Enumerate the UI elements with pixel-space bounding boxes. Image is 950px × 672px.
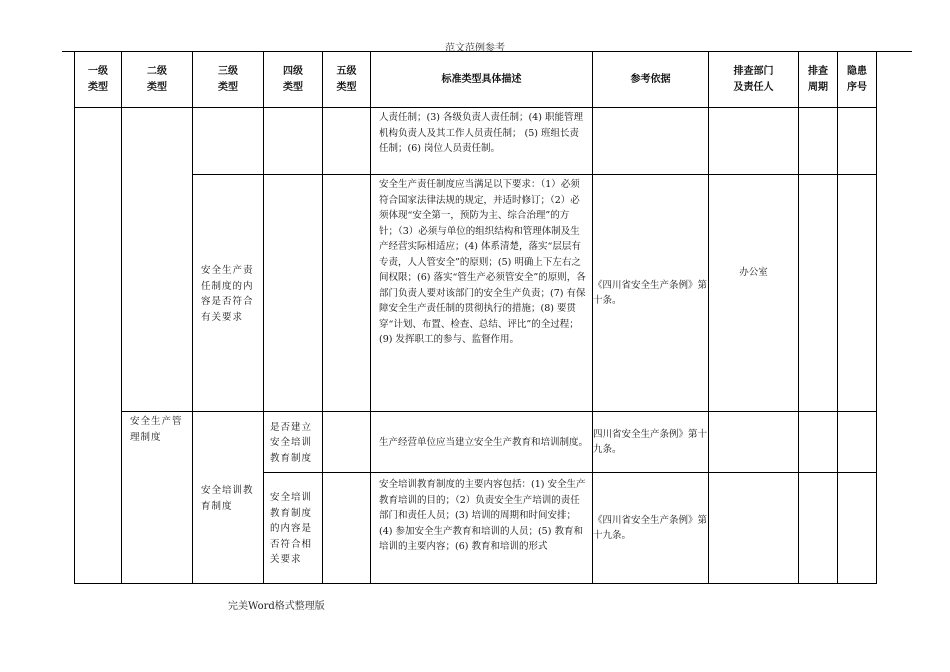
table-row bbox=[75, 108, 877, 175]
cell-department: 办公室 bbox=[709, 175, 799, 412]
cell-level2: 安全生产管理制度 bbox=[122, 412, 193, 584]
col-header-department: 排查部门 及责任人 bbox=[709, 52, 799, 108]
cell-hazard-no bbox=[838, 412, 877, 473]
cell-department bbox=[709, 108, 799, 175]
col-header-hazard-no: 隐患 序号 bbox=[838, 52, 877, 108]
cell-level5 bbox=[323, 473, 371, 584]
cell-level5 bbox=[323, 175, 371, 412]
header-row bbox=[75, 52, 877, 108]
cell-level3 bbox=[193, 108, 264, 175]
cell-hazard-no bbox=[838, 473, 877, 584]
cell-level4: 是否建立安全培训教育制度 bbox=[264, 412, 323, 473]
cell-basis: 《四川省安全生产条例》第十九条。 bbox=[593, 473, 709, 584]
cell-basis: 《四川省安全生产条例》第十条。 bbox=[593, 175, 709, 412]
cell-department bbox=[709, 473, 799, 584]
page-header: 范文范例参考 bbox=[445, 43, 505, 54]
table-row bbox=[75, 175, 877, 412]
cell-level3: 安全培训教育制度 bbox=[193, 412, 264, 584]
cell-description: 人责任制；(3) 各级负责人责任制；(4) 职能管理机构负责人及其工作人员责任制； (5) 班组长责任制；(6) 岗位人员责任制。 bbox=[371, 108, 593, 175]
table-row bbox=[75, 412, 877, 473]
cell-level4: 安全培训教育制度的内容是否符合相关要求 bbox=[264, 473, 323, 584]
cell-department bbox=[709, 412, 799, 473]
col-header-level1: 一级 类型 bbox=[75, 52, 122, 108]
cell-hazard-no bbox=[838, 175, 877, 412]
col-header-level5: 五级 类型 bbox=[323, 52, 371, 108]
cell-cycle bbox=[799, 108, 838, 175]
cell-cycle bbox=[799, 175, 838, 412]
cell-level4 bbox=[264, 108, 323, 175]
col-header-description: 标准类型具体描述 bbox=[371, 52, 593, 108]
cell-level2 bbox=[122, 108, 193, 412]
cell-basis bbox=[593, 108, 709, 175]
col-header-level3: 三级 类型 bbox=[193, 52, 264, 108]
cell-description: 安全培训教育制度的主要内容包括：(1) 安全生产教育培训的目的；（2）负责安全生产培训的责任部门和责任人员；(3) 培训的周期和时间安排；(4) 参加安全生产教育和培训的人员；(5) 教育和培训的主要内容；(6) 教育和培训的形式 bbox=[371, 473, 593, 584]
hazard-standard-table bbox=[74, 51, 877, 584]
col-header-cycle: 排查 周期 bbox=[799, 52, 838, 108]
col-header-basis: 参考依据 bbox=[593, 52, 709, 108]
cell-level5 bbox=[323, 108, 371, 175]
cell-level1 bbox=[75, 108, 122, 584]
cell-description: 安全生产责任制度应当满足以下要求：（1）必须符合国家法律法规的规定，并适时修订；（2）必须体现“安全第一，预防为主、综合治理”的方针；（3）必须与单位的组织结构和管理体制及生产经营实际相适应；(4) 体系清楚，落实“层层有专责，人人管安全”的原则；(5) 明确上下左右之间权限；(6) 落实“管生产必须管安全”的原则，各部门负责人要对该部门的安全生产负责；(7) 有保障安全生产责任制的贯彻执行的措施；(8) 要贯穿“计划、布置、检查、总结、评比”的全过程；(9) 发挥职工的参与、监督作用。 bbox=[371, 175, 593, 412]
cell-level3: 安全生产责任制度的内容是否符合有关要求 bbox=[193, 175, 264, 412]
cell-description: 生产经营单位应当建立安全生产教育和培训制度。 bbox=[371, 412, 593, 473]
cell-cycle bbox=[799, 412, 838, 473]
cell-cycle bbox=[799, 473, 838, 584]
cell-level5 bbox=[323, 412, 371, 473]
cell-level4 bbox=[264, 175, 323, 412]
col-header-level4: 四级 类型 bbox=[264, 52, 323, 108]
col-header-level2: 二级 类型 bbox=[122, 52, 193, 108]
cell-basis: 四川省安全生产条例》第十九条。 bbox=[593, 412, 709, 473]
cell-hazard-no bbox=[838, 108, 877, 175]
page-footer: 完美Word格式整理版 bbox=[228, 601, 325, 612]
